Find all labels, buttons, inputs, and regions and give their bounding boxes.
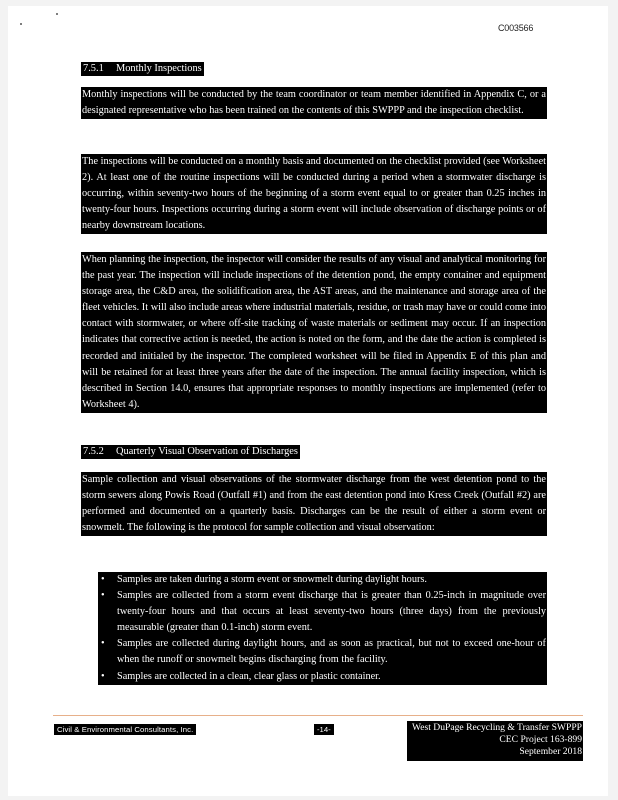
section-title: Monthly Inspections — [116, 63, 202, 74]
bullet-text: Samples are collected in a clean, clear glass or plastic container. — [117, 670, 381, 682]
bullet-icon: • — [101, 638, 105, 650]
section-title: Quarterly Visual Observation of Discharges — [116, 446, 298, 457]
footer-company: Civil & Environmental Consultants, Inc. — [54, 724, 196, 735]
bullet-text: Samples are collected from a storm event discharge that is greater than 0.25-inch in magnitude over twenty-four hours and that occurs at least seventy-two hours (three days) from the previously measurable (greater than 0.1-inch) storm event. — [117, 590, 546, 634]
list-item — [99, 636, 546, 668]
list-item — [99, 588, 546, 636]
document-id: C003566 — [498, 23, 534, 33]
paragraph-monthly-intro: Monthly inspections will be conducted by the team coordinator or team member identified in Appendix C, or a designated representative who has been trained on the contents of this SWPPP and the inspection checklist. — [81, 87, 547, 119]
document-page — [8, 6, 608, 796]
footer-page-number: -14- — [314, 724, 334, 735]
bullet-icon: • — [101, 670, 105, 682]
footer-project-title: West DuPage Recycling & Transfer SWPPP — [411, 722, 582, 733]
section-number: 7.5.2 — [83, 446, 104, 457]
scan-speck — [56, 13, 58, 15]
list-item — [99, 572, 546, 588]
bullet-text: Samples are collected during daylight hours, and as soon as practical, but not to exceed one-hour of when the runoff or snowmelt begins discharging from the facility. — [117, 638, 546, 666]
section-heading-7-5-1 — [81, 62, 204, 76]
paragraph-monthly-schedule: The inspections will be conducted on a monthly basis and documented on the checklist provided (see Worksheet 2). At least one of the routine inspections will be conducted during a period when a stormwater discharge is occurring, within seventy-two hours of the beginning of a storm event equal to or greater than 0.25 inches in twenty-four hours. Inspections occurring during a storm event will include observation of discharge points or of nearby downstream locations. — [81, 154, 547, 234]
list-item — [99, 669, 546, 685]
protocol-bullet-list — [98, 572, 547, 685]
bullet-icon: • — [101, 574, 105, 585]
footer-date: September 2018 — [519, 746, 582, 758]
section-number: 7.5.1 — [83, 63, 104, 74]
scan-speck — [20, 23, 22, 25]
footer-project-info — [407, 721, 583, 761]
bullet-icon: • — [101, 590, 105, 602]
paragraph-quarterly-observation: Sample collection and visual observations of the stormwater discharge from the west detention pond to the storm sewers along Powis Road (Outfall #1) and from the east detention pond into Kress Creek (Outfall #2) are performed and documented on a quarterly basis. Discharges can be the result of either a storm event or snowmelt. The following is the protocol for sample collection and visual observation: — [81, 472, 547, 536]
bullet-text: Samples are taken during a storm event or snowmelt during daylight hours. — [117, 574, 427, 585]
section-heading-7-5-2 — [81, 445, 300, 459]
footer-project-number: CEC Project 163-899 — [499, 734, 582, 746]
footer-divider — [53, 715, 583, 716]
paragraph-inspection-planning: When planning the inspection, the inspector will consider the results of any visual and analytical monitoring for the past year. The inspection will include inspections of the detention pond, the empty container and equipment storage area, the C&D area, the solidification area, the AST areas, and the maintenance and storage area of the fleet vehicles. It will also include areas where industrial materials, residue, or trash may have or could come into contact with stormwater, or where off-site tracking of waste materials or sediment may occur. If an inspection indicates that corrective action is needed, the action is noted on the form, and the date the action is completed is recorded and initialed by the inspector. The completed worksheet will be filed in Appendix E of this plan and will be retained for at least three years after the date of the inspection. The annual facility inspection, which is described in Section 14.0, ensures that appropriate responses to monthly inspections are implemented (refer to Worksheet 4). — [81, 252, 547, 413]
